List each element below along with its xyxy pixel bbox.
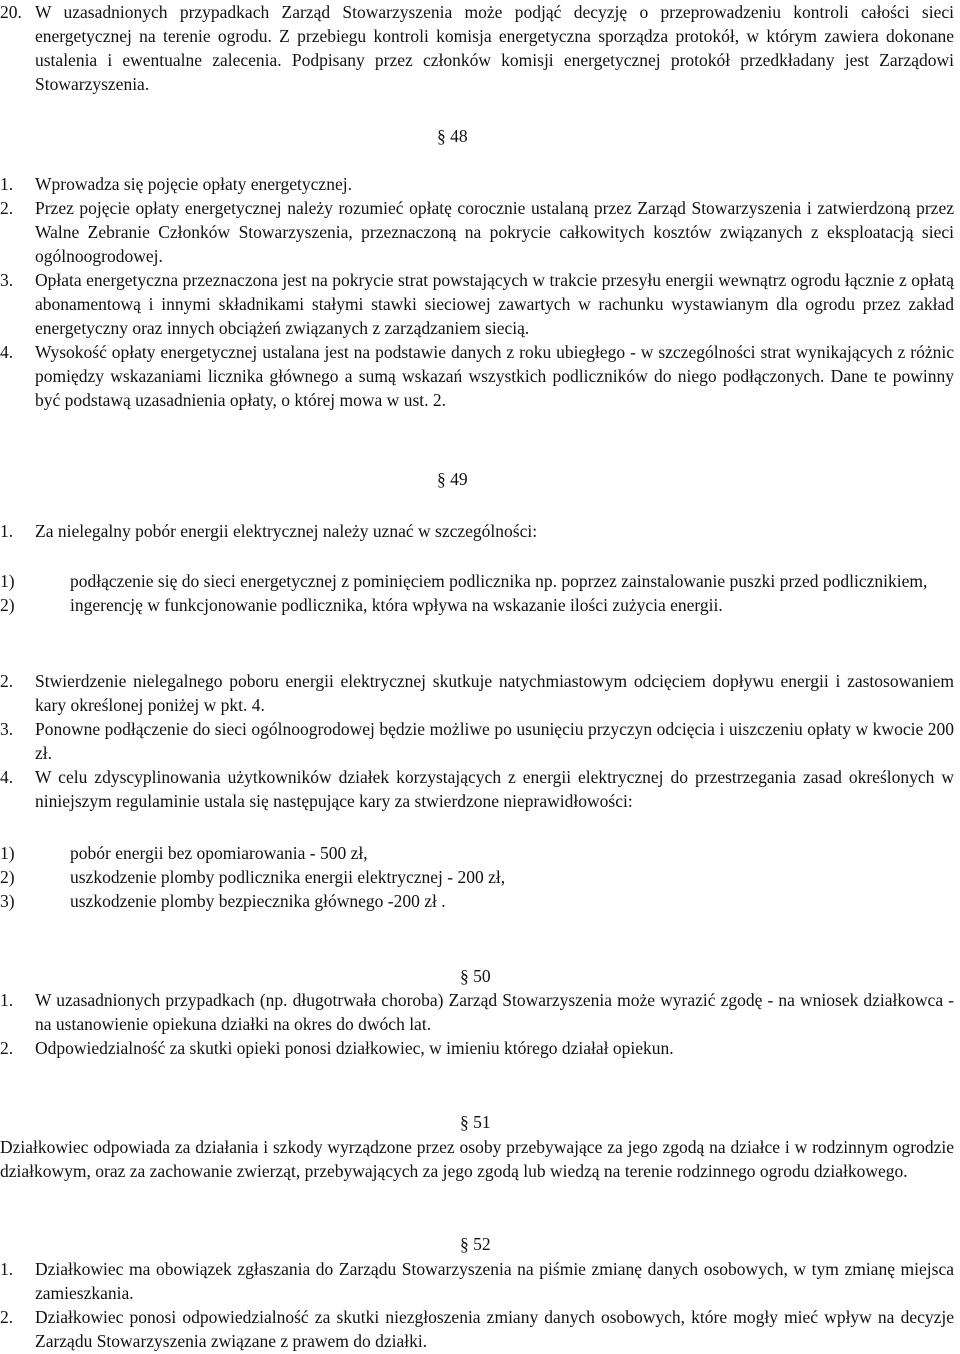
item-text: Działkowiec ponosi odpowiedzialność za skutki niezgłoszenia zmiany danych osobowych, które mogły mieć wpływ na decyzje Zarządu Stowarzyszenia związane z prawem do działki. [35,1307,954,1351]
s49-penalty-1 [0,841,960,865]
s49-sub-1 [0,569,960,593]
s49-sub-2 [0,593,960,617]
item-number: 1) [0,571,15,591]
item-number: 2. [0,671,14,691]
item-number: 2. [0,1307,14,1327]
item-text: W uzasadnionych przypadkach (np. długotrwała choroba) Zarząd Stowarzyszenia może wyrazić zgodę - na wniosek działkowca - na ustanowienie opiekuna działki na okres do dwóch lat. [35,990,954,1034]
section-48 [0,172,960,412]
s49-items [0,669,960,813]
s49-item-2 [0,669,960,717]
item-number: 4. [0,767,14,787]
item-text: pobór energii bez opomiarowania - 500 zł, [70,843,368,863]
item-number: 2. [0,198,14,218]
item-number: 1. [0,174,14,194]
s52-item-1 [0,1257,960,1305]
section-heading-52: § 52 [460,1234,491,1254]
item-number: 3) [0,891,15,911]
item-number: 4. [0,342,14,362]
s49-item-3 [0,717,960,765]
item-number: 3. [0,719,14,739]
item-text: uszkodzenie plomby podlicznika energii elektrycznej - 200 zł, [70,867,506,887]
s48-item-3 [0,268,960,340]
s48-item-1 [0,172,960,196]
item-text: Przez pojęcie opłaty energetycznej należy rozumieć opłatę corocznie ustalaną przez Zarząd Stowarzyszenia i zatwierdzoną przez Walne Zebranie Członków Stowarzyszenia, przeznaczoną na pokrycie całkowitych kosztów związanych z eksploatacją sieci ogólnoogrodowej. [35,198,954,266]
section-heading-48: § 48 [437,126,468,146]
s48-item-4 [0,340,960,412]
item-text: Odpowiedzialność za skutki opieki ponosi działkowiec, w imieniu którego działał opiekun. [35,1038,674,1058]
s49-penalty-2 [0,865,960,889]
s50-item-1 [0,988,960,1036]
item-text: Ponowne podłączenie do sieci ogólnoogrodowej będzie możliwe po usunięciu przyczyn odcięcia i uiszczeniu opłaty w kwocie 200 zł. [35,719,954,763]
s50-item-2 [0,1036,960,1060]
item-number: 1. [0,1259,14,1279]
item-text: uszkodzenie plomby bezpiecznika głównego -200 zł . [70,891,446,911]
s49-item-1 [0,519,960,543]
section-heading-49: § 49 [437,469,468,489]
item-text: Działkowiec ma obowiązek zgłaszania do Zarządu Stowarzyszenia na piśmie zmianę danych osobowych, w tym zmianę miejsca zamieszkania. [35,1259,954,1303]
s52-item-2 [0,1305,960,1353]
item-number: 1) [0,843,15,863]
item-text: W uzasadnionych przypadkach Zarząd Stowarzyszenia może podjąć decyzję o przeprowadzeniu kontroli całości sieci energetycznej na terenie ogrodu. Z przebiegu kontroli komisja energetyczna sporządza protokół, w którym zawiera dokonane ustalenia i ewentualne zalecenia. Podpisany przez członków komisji energetycznej protokół przedkładany jest Zarządowi Stowarzyszenia. [35,2,954,94]
item-number: 2) [0,595,15,615]
item-number: 1. [0,990,14,1010]
section-52 [0,1257,960,1353]
paragraph-20 [0,0,960,96]
item-text: Za nielegalny pobór energii elektrycznej należy uznać w szczególności: [35,521,538,541]
item-number: 20. [0,2,22,22]
item-text: ingerencję w funkcjonowanie podlicznika, która wpływa na wskazanie ilości zużycia energii. [70,595,723,615]
s49-item-4 [0,765,960,813]
item-text: Wprowadza się pojęcie opłaty energetycznej. [35,174,352,194]
item-text: podłączenie się do sieci energetycznej z pominięciem podlicznika np. poprzez zainstalowanie puszki przed podlicznikiem, [70,571,928,591]
s49-item-1-line [0,519,960,543]
section-heading-51: § 51 [460,1112,491,1132]
s51-paragraph: Działkowiec odpowiada za działania i szkody wyrządzone przez osoby przebywające za jego zgodą na działce i w rodzinnym ogrodzie działkowym, oraz za zachowanie zwierząt, przebywających za jego zgodą lub wiedzą na terenie rodzinnego ogrodu działkowego. [0,1137,954,1181]
item-number: 3. [0,270,14,290]
s49-item-1-sublist [0,569,960,617]
section-50 [0,988,960,1060]
item-text: Stwierdzenie nielegalnego poboru energii elektrycznej skutkuje natychmiastowym odcięciem dopływu energii i zastosowaniem kary określonej poniżej w pkt. 4. [35,671,954,715]
s49-penalty-3 [0,889,960,913]
item-text: W celu zdyscyplinowania użytkowników działek korzystających z energii elektrycznej do przestrzegania zasad określonych w niniejszym regulaminie ustala się następujące kary za stwierdzone nieprawidłowości: [35,767,954,811]
item-number: 1. [0,521,14,541]
section-47-tail [0,0,960,96]
section-heading-50: § 50 [460,966,491,986]
item-text: Opłata energetyczna przeznaczona jest na pokrycie strat powstających w trakcie przesyłu energii wewnątrz ogrodu łącznie z opłatą abonamentową i innymi składnikami stałymi stawki sieciowej zawartych w rachunku wystawianym dla ogrodu przez zakład energetyczny oraz innych obciążeń związanych z zarządzaniem siecią. [35,270,954,338]
s48-item-2 [0,196,960,268]
item-number: 2) [0,867,15,887]
s49-item-4-sublist [0,841,960,913]
section-51 [0,1135,960,1183]
item-number: 2. [0,1038,14,1058]
item-text: Wysokość opłaty energetycznej ustalana jest na podstawie danych z roku ubiegłego - w szczególności strat wynikających z różnic pomiędzy wskazaniami licznika głównego a sumą wskazań wszystkich podliczników do niego podłączonych. Dane te powinny być podstawą uzasadnienia opłaty, o której mowa w ust. 2. [35,342,954,410]
